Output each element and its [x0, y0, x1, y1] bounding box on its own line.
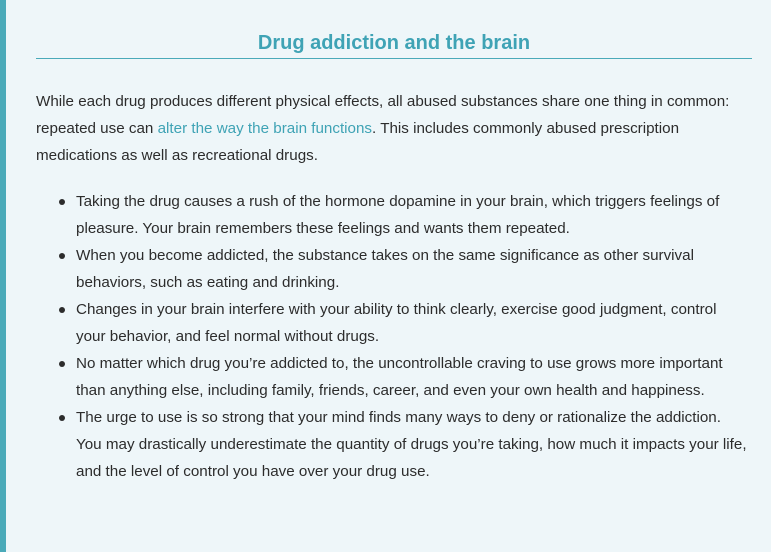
bullet-icon	[59, 307, 65, 313]
list-item	[36, 188, 748, 242]
list-item-text: The urge to use is so strong that your mind finds many ways to deny or rationalize the addiction. You may drastically underestimate the quantity of drugs you’re taking, how much it impacts your life, and the level of control you have over your drug use.	[76, 409, 747, 480]
list-item	[36, 404, 748, 485]
bullet-icon	[59, 415, 65, 421]
list-item	[36, 350, 748, 404]
list-item	[36, 242, 748, 296]
brain-functions-link[interactable]: alter the way the brain functions	[157, 120, 373, 137]
effects-bullet-list	[36, 188, 748, 485]
bullet-icon	[59, 199, 65, 205]
intro-text-before-link: While each drug produces different physical effects, all abused substances share one thing in common: repeated use can	[36, 93, 730, 137]
section-title: Drug addiction and the brain	[36, 28, 752, 59]
list-item	[36, 296, 748, 350]
intro-paragraph	[36, 88, 736, 169]
list-item-text: Changes in your brain interfere with your ability to think clearly, exercise good judgment, control your behavior, and feel normal without drugs.	[76, 301, 717, 345]
list-item-text: No matter which drug you’re addicted to, the uncontrollable craving to use grows more important than anything else, including family, friends, career, and even your own health and happiness.	[76, 355, 723, 399]
intro-text-after-link: . This includes commonly abused prescription medications as well as recreational drugs.	[36, 120, 680, 164]
list-item-text: Taking the drug causes a rush of the hormone dopamine in your brain, which triggers feelings of pleasure. Your brain remembers these feelings and wants them repeated.	[76, 193, 720, 237]
bullet-icon	[59, 253, 65, 259]
bullet-icon	[59, 361, 65, 367]
list-item-text: When you become addicted, the substance takes on the same significance as other survival behaviors, such as eating and drinking.	[76, 247, 694, 291]
